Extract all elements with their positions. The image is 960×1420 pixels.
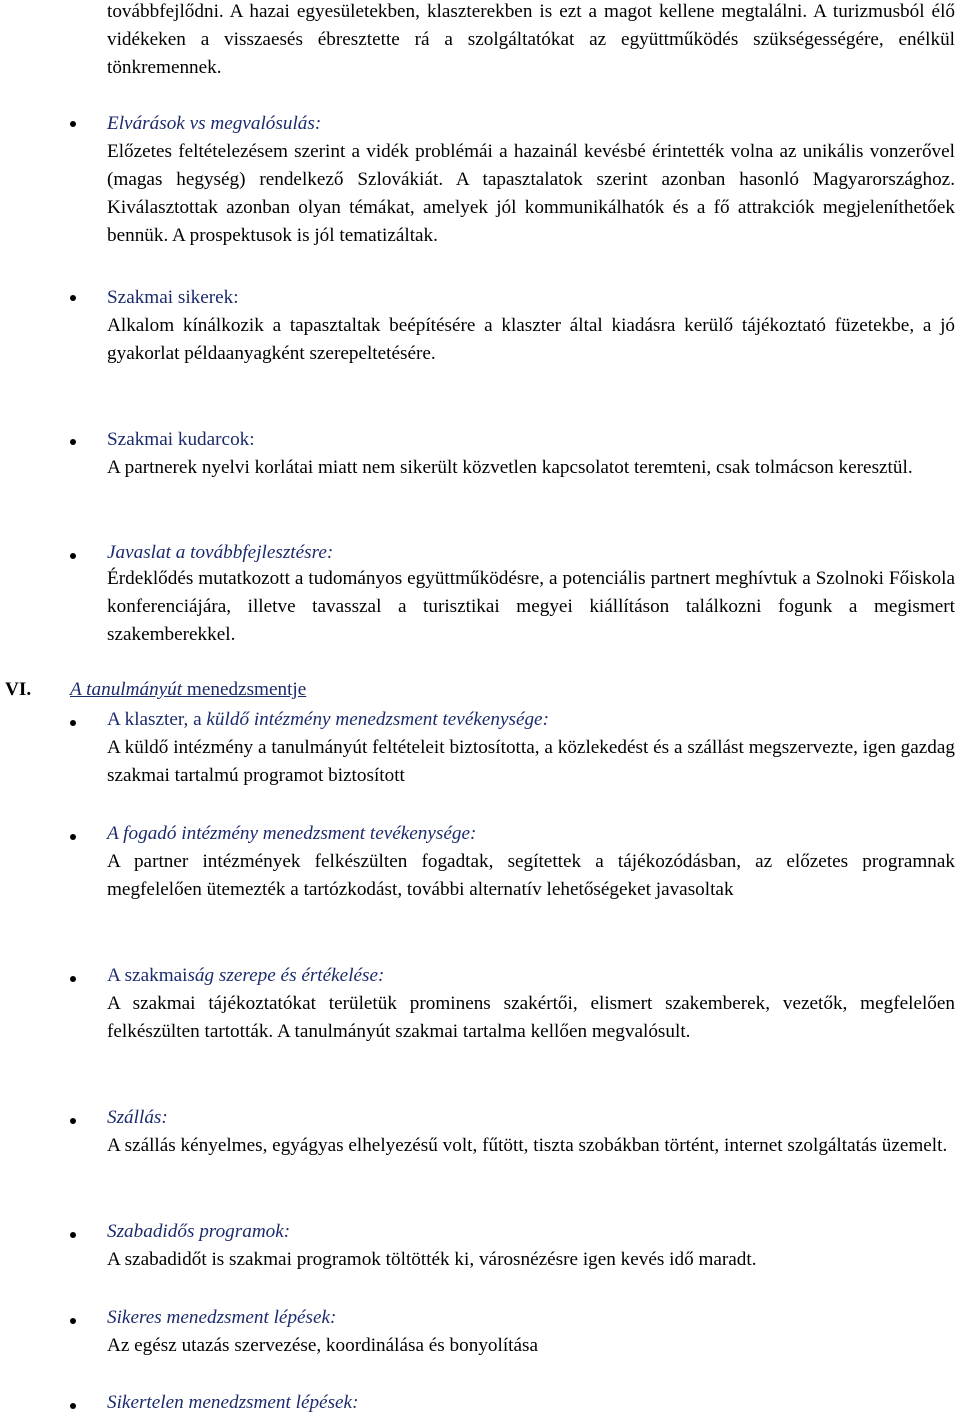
- bullet-icon: [70, 439, 76, 445]
- bullet-icon: [70, 1403, 76, 1409]
- item-body-expectations: Előzetes feltételezésem szerint a vidék problémái a hazainál kevésbé érintették volna az unikális vonzerővel (magas hegység) rendelkező Szlovákiát. A tapasztalatok szerint azonban hasonló Magyarországhoz. Kiválasztottak azonban olyan témákat, amelyek jól kommunikálhatók és a fő attrakciók megjeleníthetőek bennük. A prospektusok is jól tematizáltak.: [107, 141, 955, 246]
- item-body-proposal: Érdeklődés mutatkozott a tudományos együttműködésre, a potenciális partnert meghívtuk a Szolnoki Főiskola konferenciájára, illetve tavasszal a turisztikai megyei kiállításon találkozni fogunk a megismert szakemberekkel.: [107, 568, 955, 645]
- item-heading-expectations: Elvárások vs megvalósulás:: [107, 113, 322, 134]
- item-heading-professionalism: [107, 962, 955, 990]
- bullet-icon: [70, 1232, 76, 1238]
- item-body-free-time: A szabadidőt is szakmai programok töltötték ki, városnézésre igen kevés idő maradt.: [107, 1249, 757, 1270]
- section-number: VI.: [5, 679, 32, 700]
- bullet-icon: [70, 295, 76, 301]
- heading-italic: ság szerepe és értékelése:: [187, 965, 385, 986]
- item-heading-failures: Szakmai kudarcok:: [107, 429, 255, 450]
- item-heading-proposal: Javaslat a továbbfejlesztésre:: [107, 542, 334, 563]
- item-heading-accommodation: Szállás:: [107, 1107, 168, 1128]
- section-title: [70, 676, 306, 704]
- item-body-failures: A partnerek nyelvi korlátai miatt nem sikerült közvetlen kapcsolatot teremteni, csak tolmácson keresztül.: [107, 457, 913, 478]
- item-body-successes: Alkalom kínálkozik a tapasztaltak beépítésére a klaszter által kiadásra kerülő tájékoztató füzetekbe, a jó gyakorlat példaanyagként szerepeltetésére.: [107, 315, 955, 364]
- bullet-icon: [70, 121, 76, 127]
- bullet-icon: [70, 1118, 76, 1124]
- bullet-icon: [70, 720, 76, 726]
- item-heading-free-time: Szabadidős programok:: [107, 1221, 291, 1242]
- intro-paragraph: továbbfejlődni. A hazai egyesületekben, klaszterekben is ezt a magot kellene megtalálni. A turizmusból élő vidékeken a visszaesés ébresztette rá a szolgáltatókat az együttműködés szükségességére, enélkül tönkremennek.: [107, 1, 955, 78]
- section-title-italic: A tanulmányút: [70, 679, 183, 700]
- item-body-professionalism: A szakmai tájékoztatókat területük prominens szakértői, elismert szakemberek, vezetők, megfelelően felkészülten tartották. A tanulmányút szakmai tartalma kellően megvalósult.: [107, 993, 955, 1042]
- item-heading-sending-institution: [107, 706, 955, 734]
- item-heading-successful-steps: Sikeres menedzsment lépések:: [107, 1307, 337, 1328]
- heading-italic: küldő intézmény menedzsment tevékenysége:: [206, 709, 549, 730]
- item-body-successful-steps: Az egész utazás szervezése, koordinálása és bonyolítása: [107, 1335, 538, 1356]
- item-body-host-institution: A partner intézmények felkészülten fogadtak, segítettek a tájékozódásban, az előzetes programnak megfelelően ütemezték a tartózkodást, további alternatív lehetőségeket javasoltak: [107, 851, 955, 900]
- heading-plain: A klaszter, a: [107, 709, 207, 730]
- section-title-rest: menedzsmentje: [182, 679, 307, 700]
- item-heading-unsuccessful-steps: Sikertelen menedzsment lépések:: [107, 1392, 359, 1413]
- item-body-sending-institution: A küldő intézmény a tanulmányút feltételeit biztosította, a közlekedést és a szállást megszervezte, igen gazdag szakmai tartalmú programot biztosított: [107, 737, 955, 786]
- item-heading-successes: Szakmai sikerek:: [107, 287, 239, 308]
- bullet-icon: [70, 976, 76, 982]
- bullet-icon: [70, 553, 76, 559]
- bullet-icon: [70, 834, 76, 840]
- heading-plain: A szakmai: [107, 965, 188, 986]
- item-heading-host-institution: A fogadó intézmény menedzsment tevékenysége:: [107, 823, 477, 844]
- bullet-icon: [70, 1318, 76, 1324]
- item-body-accommodation: A szállás kényelmes, egyágyas elhelyezésű volt, fűtött, tiszta szobákban történt, internet szolgáltatás üzemelt.: [107, 1135, 948, 1156]
